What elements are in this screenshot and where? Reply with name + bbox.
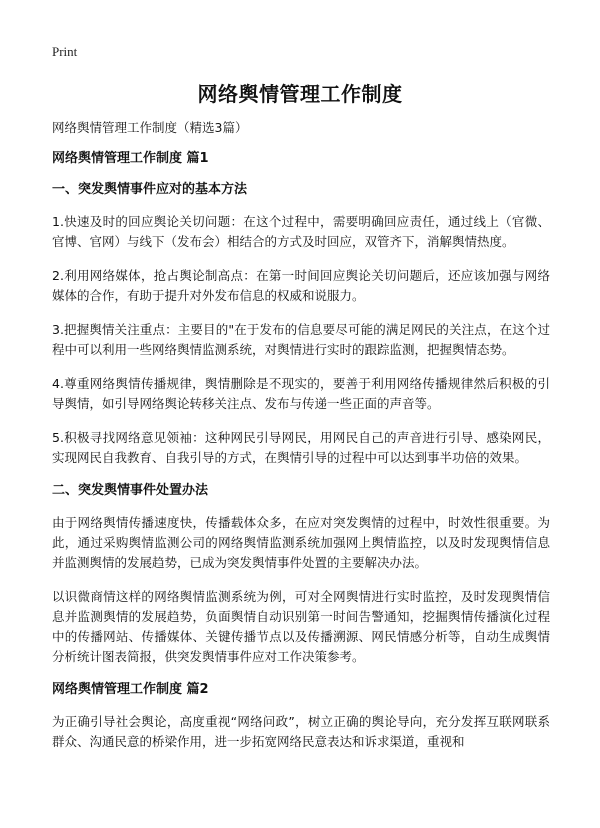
- article-2-heading: 网络舆情管理工作制度 篇2: [52, 682, 209, 697]
- body-paragraph: 为正确引导社会舆论，高度重视“网络问政”，树立正确的舆论导向，充分发挥互联网联系群众、沟通民意的桥梁作用，进一步拓宽网络民意表达和诉求渠道，重视和: [52, 714, 550, 749]
- section-2-heading: 二、突发舆情事件处置办法: [52, 483, 209, 498]
- body-paragraph: 以识微商情这样的网络舆情监测系统为例，可对全网舆情进行实时监控，及时发现舆情信息并监测舆情的发展趋势，负面舆情自动识别第一时间告警通知，挖掘舆情传播演化过程中的传播网站、传播媒体、关键传播节点以及传播溯源、网民情感分析等，自动生成舆情分析统计图表简报，供突发舆情事件应对工作决策参考。: [52, 589, 550, 664]
- page-title: 网络舆情管理工作制度: [197, 82, 403, 106]
- list-item: 5.积极寻找网络意见领袖：这种网民引导网民，用网民自己的声音进行引导、感染网民，实现网民自我教育、自我引导的方式，在舆情引导的过程中可以达到事半功倍的效果。: [52, 430, 550, 465]
- print-link[interactable]: Print: [52, 44, 78, 59]
- list-item: 3.把握舆情关注重点：主要目的"在于发布的信息要尽可能的满足网民的关注点，在这个过程中可以利用一些网络舆情监测系统，对舆情进行实时的跟踪监测，把握舆情态势。: [52, 322, 550, 357]
- document-subtitle: 网络舆情管理工作制度（精选3篇）: [52, 120, 248, 135]
- section-1-heading: 一、突发舆情事件应对的基本方法: [52, 182, 248, 197]
- body-paragraph: 由于网络舆情传播速度快，传播载体众多，在应对突发舆情的过程中，时效性很重要。为此，通过采购舆情监测公司的网络舆情监测系统加强网上舆情监控，以及时发现舆情信息并监测舆情的发展趋势，已成为突发舆情事件处置的主要解决办法。: [52, 515, 550, 570]
- list-item: 1.快速及时的回应舆论关切问题：在这个过程中，需要明确回应责任，通过线上（官微、官博、官网）与线下（发布会）相结合的方式及时回应，双管齐下，消解舆情热度。: [52, 214, 550, 249]
- article-1-heading: 网络舆情管理工作制度 篇1: [52, 151, 209, 166]
- list-item: 4.尊重网络舆情传播规律，舆情删除是不现实的，要善于利用网络传播规律然后积极的引导舆情，如引导网络舆论转移关注点、发布与传递一些正面的声音等。: [52, 376, 550, 411]
- document-body: [52, 120, 550, 766]
- list-item: 2.利用网络媒体，抢占舆论制高点：在第一时间回应舆论关切问题后，还应该加强与网络媒体的合作，有助于提升对外发布信息的权威和说服力。: [52, 268, 550, 303]
